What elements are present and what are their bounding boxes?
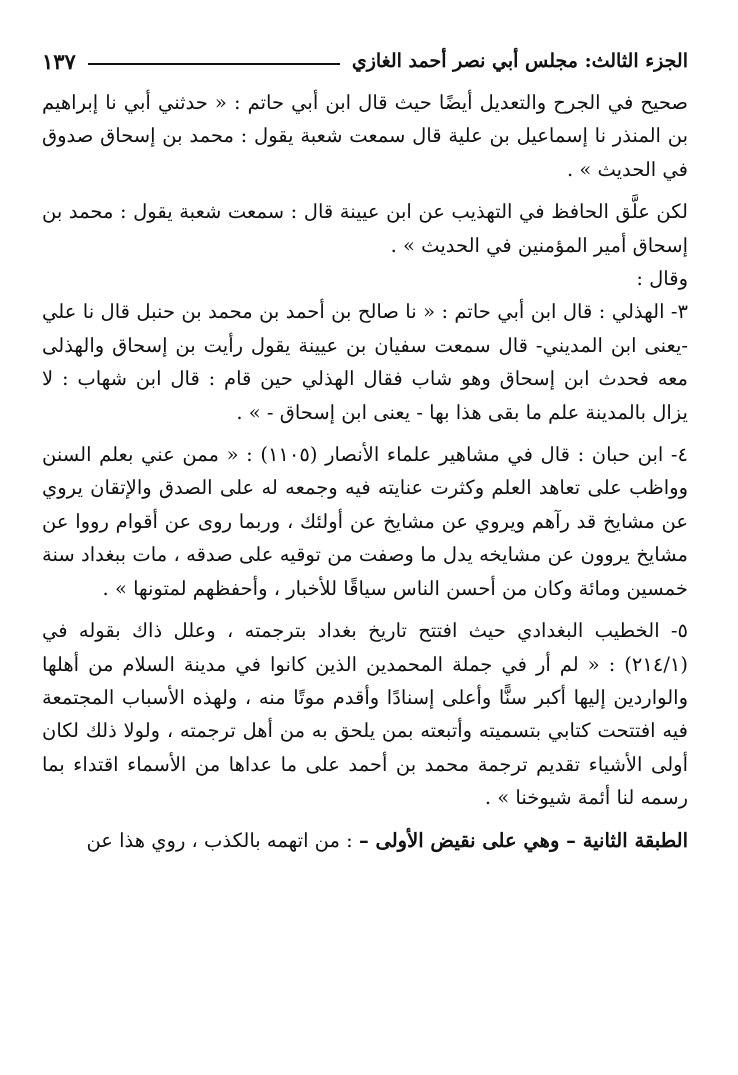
paragraph-2: لكن علَّق الحافظ في التهذيب عن ابن عيينة قال : سمعت شعبة يقول : محمد بن إسحاق أمير المؤمنين في الحديث » . (42, 200, 688, 257)
page-number: ١٣٧ (42, 48, 76, 74)
header-rule (88, 63, 340, 65)
paragraph-5: ٤- ابن حبان : قال في مشاهير علماء الأنصار (١١٠٥) : « ممن عني بعلم السنن وواظب على تعاهد العلم وكثرت عنايته فيه وجمعه له على الصدق والإتقان يروي عن مشايخ قد رآهم ويروي عن مشايخ عن أولئك ، وربما روى عن أقوام رووا عن مشايخ يروون عن مشايخه يدل ما وصفت من توقيه على صدقه ، مات ببغداد سنة خمسين ومائة وكان من أحسن الناس سياقًا للأخبار ، وأحفظهم لمتونها » . (42, 443, 689, 600)
running-header (42, 40, 688, 82)
paragraph-7 (42, 824, 688, 857)
paragraph-7-text: : من اتهمه بالكذب ، روي هذا عن (86, 828, 359, 852)
section-heading: الطبقة الثانية – وهي على نقيض الأولى – (358, 828, 688, 852)
paragraph-3: وقال : (636, 267, 688, 291)
paragraph-6: ٥- الخطيب البغدادي حيث افتتح تاريخ بغداد بترجمته ، وعلل ذاك بقوله في (٢١٤/١) : « لم أر في جملة المحمدين الذين كانوا في مدينة السلام من أهلها والواردين إليها أكبر سنًّا وأعلى إسنادًا وأقدم موتًا منه ، ولهذه الأسباب المجتمعة فيه افتتحت كتابي بتسميته وأتبعته بمن يلحق به من أهل ترجمته ، ولولا ذلك لكان أولى الأشياء تقديم ترجمة محمد بن أحمد على ما عداها من الأسماء اقتداء بما رسمه لنا أئمة شيوخنا » . (42, 619, 688, 810)
paragraph-4: ٣- الهذلي : قال ابن أبي حاتم : « نا صالح بن أحمد بن محمد بن حنبل قال نا علي -يعنى ابن المديني- قال سمعت سفيان بن عيينة يقول رأيت بن إسحاق والهذلى معه فحدث ابن إسحاق وهو شاب فقال الهذلي حين قام : قال ابن شهاب : لا يزال بالمدينة علم ما بقى هذا بها - يعنى ابن إسحاق - » . (42, 300, 688, 424)
paragraph-1: صحيح في الجرح والتعديل أيضًا حيث قال ابن أبي حاتم : « حدثني أبي نا إبراهيم بن المنذر نا إسماعيل بن علية قال سمعت شعبة يقول : محمد بن إسحاق صدوق في الحديث » . (42, 91, 688, 181)
page-body (42, 86, 688, 857)
header-title: الجزء الثالث: مجلس أبي نصر أحمد الغازي (351, 50, 688, 72)
